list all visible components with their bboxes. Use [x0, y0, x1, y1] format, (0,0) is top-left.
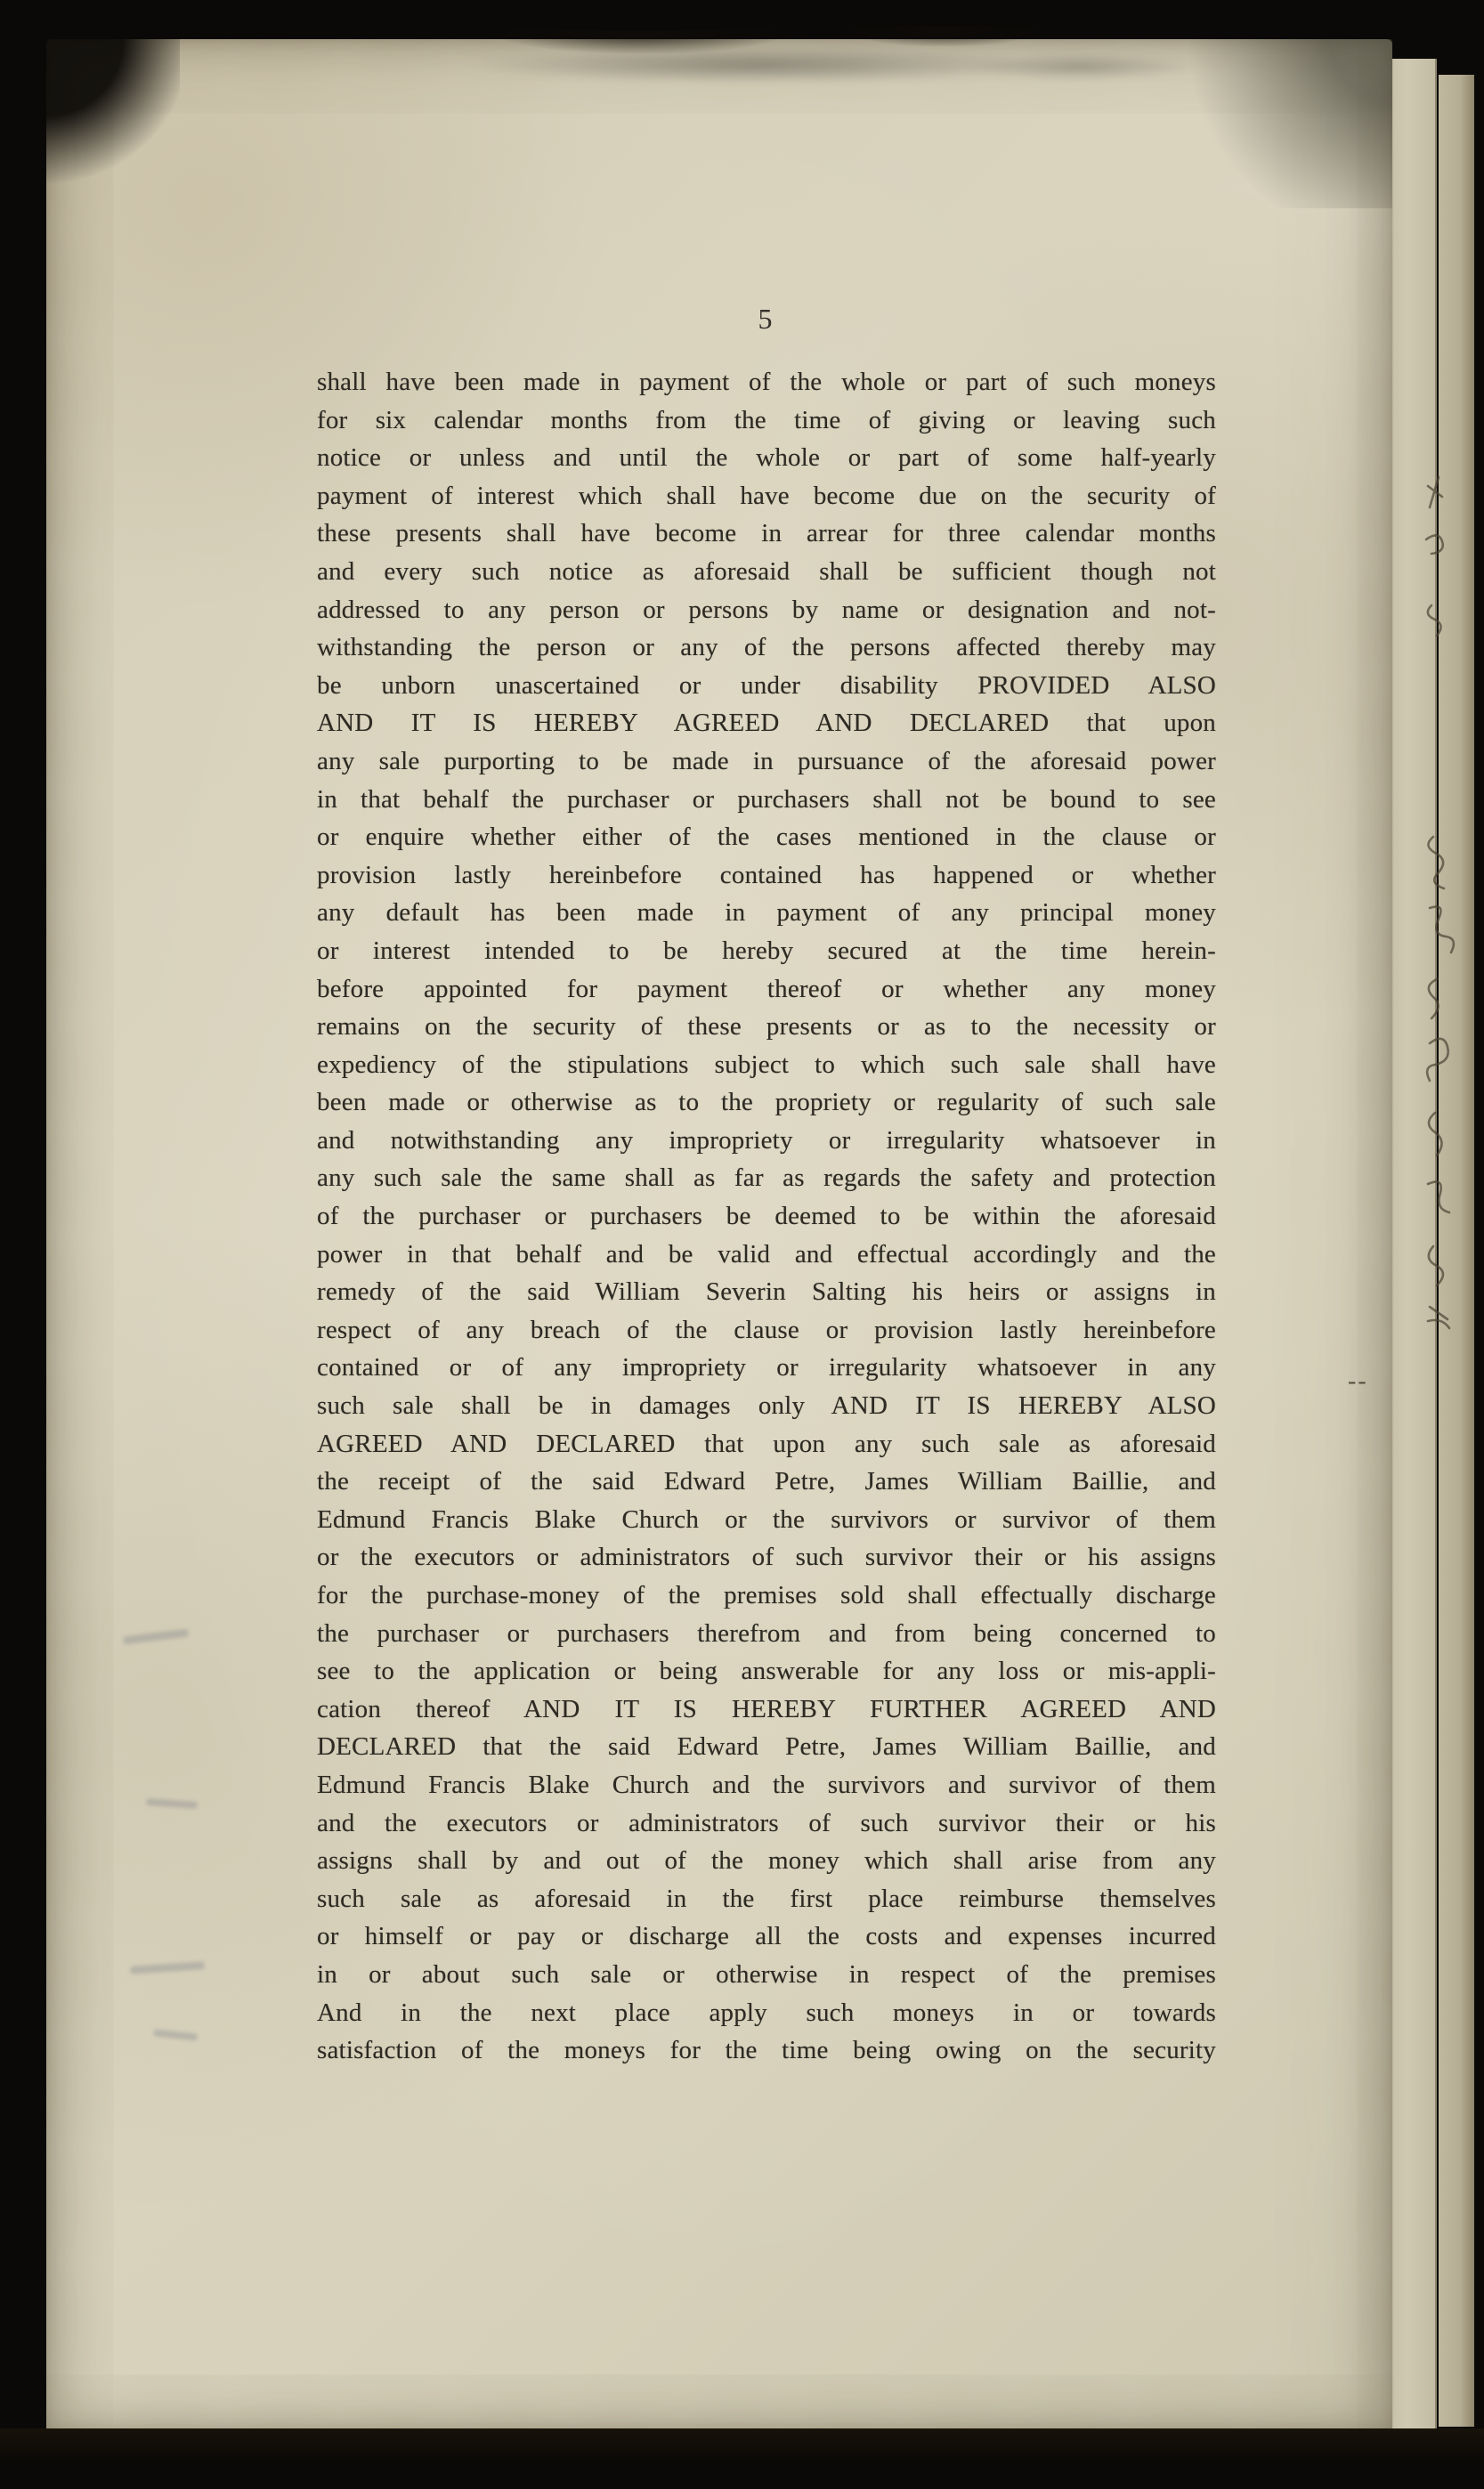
- dash-annotation: --: [1348, 1367, 1368, 1395]
- text-line: the purchaser or purchasers therefrom and from being concerned to: [317, 1618, 1216, 1648]
- text-line: or himself or pay or discharge all the costs and expenses incurred: [317, 1922, 1216, 1951]
- text-line: for the purchase-money of the premises sold shall effectually discharge: [317, 1581, 1216, 1609]
- pencil-mark: [153, 2029, 199, 2040]
- text-line: satisfaction of the moneys for the time being owing on the security: [317, 2036, 1216, 2065]
- text-line: assigns shall by and out of the money which shall arise from any: [317, 1846, 1216, 1876]
- text-line: expediency of the stipulations subject to which such sale shall have: [317, 1050, 1216, 1079]
- text-line: for six calendar months from the time of giving or leaving such: [317, 405, 1216, 434]
- text-line: and notwithstanding any impropriety or irregularity whatsoever in: [317, 1125, 1216, 1155]
- bottom-binding-shadow: [0, 2428, 1484, 2489]
- text-line: any such sale the same shall as far as regards the safety and protection: [317, 1163, 1216, 1193]
- text-line: in that behalf the purchaser or purchasers shall not be bound to see: [317, 784, 1216, 814]
- text-line: or the executors or administrators of such survivor their or his assigns: [317, 1543, 1216, 1572]
- text-line: provision lastly hereinbefore contained has happened or whether: [317, 860, 1216, 889]
- text-line: Edmund Francis Blake Church and the survivors and survivor of them: [317, 1770, 1216, 1799]
- text-line: withstanding the person or any of the persons affected thereby may: [317, 633, 1216, 662]
- text-line: DECLARED that the said Edward Petre, James William Baillie, and: [317, 1732, 1216, 1762]
- text-line: and every such notice as aforesaid shall be sufficient though not: [317, 556, 1216, 586]
- text-line: or enquire whether either of the cases mentioned in the clause or: [317, 823, 1216, 852]
- text-line: respect of any breach of the clause or provision lastly hereinbefore: [317, 1315, 1216, 1344]
- text-line: such sale shall be in damages only AND IT IS HEREBY ALSO: [317, 1391, 1216, 1421]
- pencil-mark: [123, 1629, 190, 1645]
- handwritten-marginalia: [1405, 463, 1484, 1353]
- torn-edge-shadow: [499, 30, 783, 53]
- text-line: Edmund Francis Blake Church or the survivors or survivor of them: [317, 1504, 1216, 1534]
- pencil-mark: [146, 1798, 198, 1809]
- text-line: or interest intended to be hereby secured at the time herein-: [317, 936, 1216, 965]
- text-line: notice or unless and until the whole or part of some half-yearly: [317, 443, 1216, 473]
- text-line: these presents shall have become in arrear for three calendar months: [317, 519, 1216, 548]
- text-line: remedy of the said William Severin Salting his heirs or assigns in: [317, 1277, 1216, 1307]
- text-line: shall have been made in payment of the whole or part of such moneys: [317, 368, 1216, 396]
- text-line: and the executors or administrators of such survivor their or his: [317, 1808, 1216, 1837]
- text-line: AND IT IS HEREBY AGREED AND DECLARED that upon: [317, 709, 1216, 738]
- text-line: payment of interest which shall have become due on the security of: [317, 481, 1216, 510]
- page-number: 5: [758, 303, 774, 335]
- torn-edge-shadow: [846, 27, 1042, 46]
- text-line: addressed to any person or persons by name or designation and not-: [317, 595, 1216, 624]
- text-line: such sale as aforesaid in the first place reimburse themselves: [317, 1884, 1216, 1913]
- smudge-stain-small: [963, 53, 1195, 80]
- text-line: power in that behalf and be valid and effectual accordingly and the: [317, 1239, 1216, 1269]
- text-line: remains on the security of these presents or as to the necessity or: [317, 1012, 1216, 1042]
- text-line: cation thereof AND IT IS HEREBY FURTHER AGREED AND: [317, 1694, 1216, 1723]
- text-line: contained or of any impropriety or irregularity whatsoever in any: [317, 1353, 1216, 1382]
- text-line: before appointed for payment thereof or whether any money: [317, 974, 1216, 1003]
- text-line: see to the application or being answerable for any loss or mis-appli-: [317, 1657, 1216, 1686]
- text-line: the receipt of the said Edward Petre, James William Baillie, and: [317, 1467, 1216, 1496]
- legal-text-block: [317, 363, 1216, 2070]
- shadow-top-left: [46, 39, 180, 191]
- text-line: been made or otherwise as to the propriety or regularity of such sale: [317, 1088, 1216, 1117]
- text-line: any default has been made in payment of any principal money: [317, 898, 1216, 928]
- text-line: And in the next place apply such moneys in or towards: [317, 1998, 1216, 2027]
- text-line: AGREED AND DECLARED that upon any such sale as aforesaid: [317, 1429, 1216, 1458]
- text-line: in or about such sale or otherwise in respect of the premises: [317, 1959, 1216, 1989]
- text-line: be unborn unascertained or under disability PROVIDED ALSO: [317, 670, 1216, 700]
- pencil-mark: [130, 1961, 205, 1974]
- document-page: [46, 39, 1392, 2434]
- text-line: of the purchaser or purchasers be deemed to be within the aforesaid: [317, 1202, 1216, 1231]
- text-line: any sale purporting to be made in pursuance of the aforesaid power: [317, 746, 1216, 775]
